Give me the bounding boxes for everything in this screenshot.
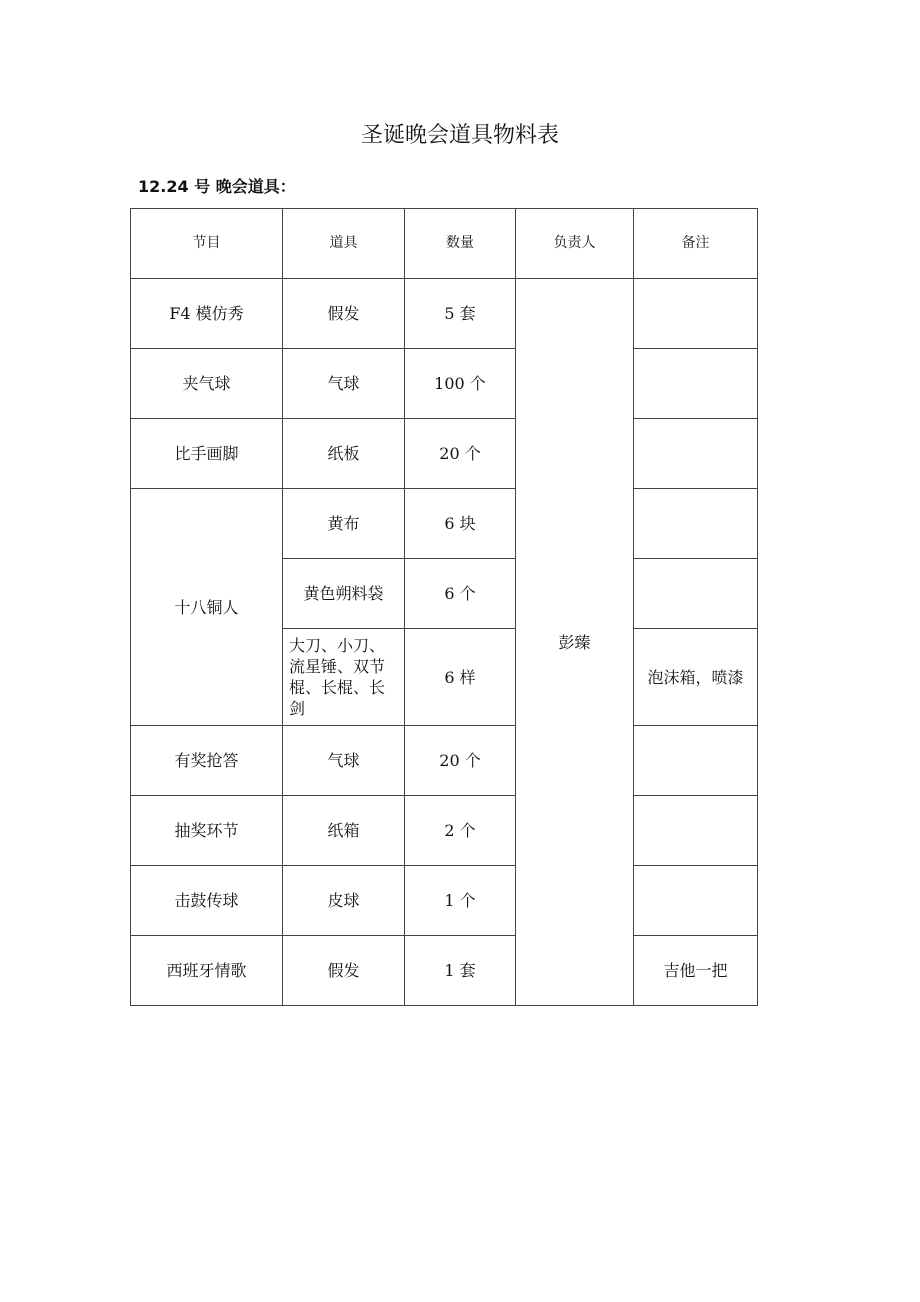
cell-program: 西班牙情歌 (131, 936, 283, 1006)
cell-qty: 20 个 (405, 419, 516, 489)
cell-note (634, 419, 758, 489)
table-row (131, 866, 758, 936)
table-row (131, 279, 758, 349)
table-row (131, 796, 758, 866)
cell-prop: 黄色朔料袋 (283, 559, 405, 629)
cell-prop: 大刀、小刀、流星锤、双节棍、长棍、长剑 (283, 629, 405, 726)
cell-qty: 6 个 (405, 559, 516, 629)
cell-note (634, 489, 758, 559)
header-owner: 负责人 (516, 209, 634, 279)
cell-prop: 纸箱 (283, 796, 405, 866)
header-program: 节目 (131, 209, 283, 279)
cell-qty: 1 个 (405, 866, 516, 936)
cell-prop: 黄布 (283, 489, 405, 559)
cell-program: 抽奖环节 (131, 796, 283, 866)
cell-owner: 彭臻 (516, 279, 634, 1006)
header-note: 备注 (634, 209, 758, 279)
cell-note (634, 279, 758, 349)
cell-note (634, 559, 758, 629)
cell-program: 有奖抢答 (131, 726, 283, 796)
cell-prop: 假发 (283, 279, 405, 349)
header-qty: 数量 (405, 209, 516, 279)
document-title: 圣诞晚会道具物料表 (360, 123, 559, 148)
cell-qty: 1 套 (405, 936, 516, 1006)
cell-program: F4 模仿秀 (131, 279, 283, 349)
cell-note: 泡沫箱，喷漆 (634, 629, 758, 726)
cell-qty: 6 样 (405, 629, 516, 726)
cell-prop: 假发 (283, 936, 405, 1006)
cell-program: 比手画脚 (131, 419, 283, 489)
table-row (131, 349, 758, 419)
cell-prop: 气球 (283, 349, 405, 419)
header-row (131, 209, 758, 279)
section-heading: 12.24 号 晚会道具： (138, 177, 296, 196)
cell-qty: 5 套 (405, 279, 516, 349)
cell-qty: 100 个 (405, 349, 516, 419)
table-row (131, 726, 758, 796)
cell-note (634, 796, 758, 866)
table-row (131, 419, 758, 489)
table-row (131, 489, 758, 559)
cell-program: 十八铜人 (131, 489, 283, 726)
table-row (131, 936, 758, 1006)
cell-program: 夹气球 (131, 349, 283, 419)
cell-qty: 20 个 (405, 726, 516, 796)
cell-note (634, 866, 758, 936)
cell-prop: 纸板 (283, 419, 405, 489)
header-prop: 道具 (283, 209, 405, 279)
props-table (130, 208, 758, 1006)
cell-program: 击鼓传球 (131, 866, 283, 936)
cell-note (634, 726, 758, 796)
cell-qty: 2 个 (405, 796, 516, 866)
cell-note (634, 349, 758, 419)
cell-prop: 气球 (283, 726, 405, 796)
cell-note: 吉他一把 (634, 936, 758, 1006)
cell-qty: 6 块 (405, 489, 516, 559)
cell-prop: 皮球 (283, 866, 405, 936)
